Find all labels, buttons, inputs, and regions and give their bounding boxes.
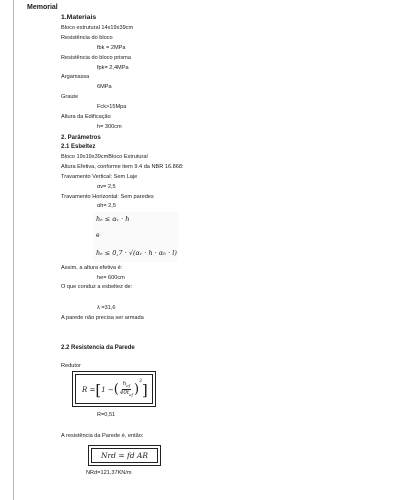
conduz-text: O que conduz a esbeltez de: <box>61 284 133 290</box>
travamento-vertical-text: Travamento Vertical: Sem Laje <box>61 174 138 180</box>
he-value: he= 600cm <box>97 275 125 281</box>
section-materiais-heading: 1.Materiais <box>61 14 97 21</box>
equation-r-exponent: 3 <box>139 379 142 384</box>
subsection-resistencia-heading: 2.2 Resistencia da Parede <box>61 345 135 351</box>
fpk-value: fpk= 2,4MPa <box>97 65 129 71</box>
equation-r-one: 1 − <box>101 385 114 394</box>
section-parametros-heading: 2. Parâmetros <box>61 135 101 141</box>
document-title: Memorial <box>27 4 58 11</box>
equation-he-limit-2: hₑ ≤ 0,7 · √(αᵥ · h · αₕ · l) <box>96 249 177 257</box>
altura-efetiva-text: Altura Efetiva, conforme item 9.4 da NBR 16.868: <box>61 164 184 170</box>
equation-r-numerator-sub: ef <box>126 383 131 389</box>
assim-text: Assim, a altura efetiva é: <box>61 265 123 271</box>
bracket-open: [ <box>95 380 102 399</box>
resistencia-parede-text: A resistência da Parede é, então: <box>61 433 144 439</box>
equation-redutor <box>82 381 148 398</box>
page-left-edge <box>13 0 14 500</box>
equation-nrd-box <box>88 445 161 466</box>
equation-r-lhs: R = <box>82 385 96 394</box>
parede-nao-armada-text: A parede não precisa ser armada <box>61 315 144 321</box>
paren-close: ) <box>133 381 140 397</box>
equation-he-limit-1: hₑ ≤ αᵥ · h <box>96 215 130 223</box>
alpha-v-value: αv= 2,5 <box>97 184 116 190</box>
equation-redutor-box <box>72 371 156 407</box>
lambda-value: λ =31,6 <box>97 305 116 311</box>
bloco-estrutural-text: Bloco 19x19x39cmBloco Estrutural <box>61 154 148 160</box>
altura-edificacao-label: Altura da Edificação <box>61 114 111 120</box>
subsection-esbeltez-heading: 2.1 Esbeltez <box>61 144 96 150</box>
alpha-h-value: αh= 2,5 <box>97 203 116 209</box>
argamassa-value: 6MPa <box>97 84 112 90</box>
travamento-horizontal-text: Travamento Horizontal: Sem paredes <box>61 194 154 200</box>
altura-edificacao-value: h= 300cm <box>97 124 122 130</box>
equation-r-denominator-sub: ef <box>129 392 133 398</box>
equation-r-denominator: 40t <box>119 390 130 397</box>
graute-label: Graute <box>61 94 79 100</box>
equation-nrd: Nrd = fd AR <box>100 451 149 460</box>
bloco-text: Bloco estrutural 14x19x39cm <box>61 25 134 31</box>
equation-r-fraction <box>119 381 134 398</box>
resistencia-prisma-label: Resistência do bloco prisma <box>61 55 131 61</box>
equation-he-figure <box>93 212 178 262</box>
bracket-close: ] <box>141 380 148 399</box>
resistencia-bloco-label: Resistência do bloco <box>61 35 113 41</box>
equation-or-e: e <box>96 232 100 239</box>
redutor-label: Redutor <box>61 363 81 369</box>
fbk-value: fbk = 2MPa <box>97 45 126 51</box>
paren-open: ( <box>113 381 119 397</box>
equation-r-numerator: h <box>122 381 127 387</box>
fck-value: Fck>15Mpa <box>97 104 127 110</box>
nrd-value: NRd=121,37KN/m <box>86 470 132 476</box>
argamassa-label: Argamassa <box>61 74 90 80</box>
r-value: R=0,51 <box>97 412 116 418</box>
